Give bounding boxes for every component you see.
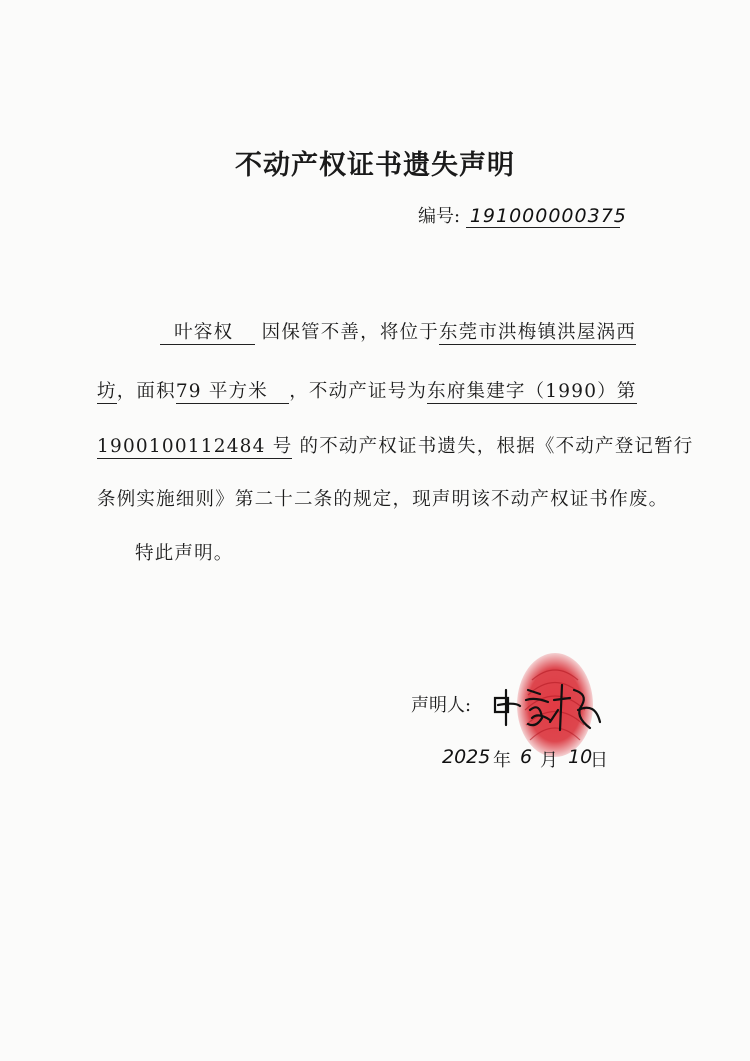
area-prefix: ，面积 xyxy=(116,381,176,402)
cert-prefix: ，不动产证号为 xyxy=(289,381,428,402)
property-area: 79 平方米 xyxy=(176,381,289,404)
reason-text: 因保管不善，将位于 xyxy=(261,322,439,343)
number-label: 编号: xyxy=(418,206,461,227)
paragraph-line-1 xyxy=(160,318,660,344)
after-cert-text: 的不动产权证书遗失，根据《不动产登记暂行 xyxy=(299,436,694,457)
property-location: 东莞市洪梅镇洪屋涡西 xyxy=(438,322,636,343)
paragraph-line-4: 条例实施细则》第二十二条的规定，现声明该不动产权证书作废。 xyxy=(97,489,669,510)
cert-number-part1: 东府集建字（1990）第 xyxy=(427,381,637,402)
paragraph-line-2 xyxy=(97,377,657,403)
declarant-name: 叶容权 xyxy=(160,322,255,345)
date-month-char: 月 xyxy=(540,750,558,771)
number-value: 191000000375 xyxy=(466,205,620,228)
declarant-label: 声明人: xyxy=(411,695,472,716)
closing-text: 特此声明。 xyxy=(135,543,234,564)
date-day: 10 xyxy=(568,746,593,768)
document-title: 不动产权证书遗失声明 xyxy=(235,150,515,181)
date-month: 6 xyxy=(520,746,533,768)
certificate-number-row xyxy=(418,202,627,228)
date-year-char: 年 xyxy=(493,750,511,771)
paragraph-line-3 xyxy=(97,432,694,458)
property-location-cont: 坊 xyxy=(97,381,117,402)
cert-number-part2: 1900100112484 号 xyxy=(97,436,293,457)
date-day-char: 日 xyxy=(590,750,608,771)
date-year: 2025 xyxy=(442,746,491,768)
